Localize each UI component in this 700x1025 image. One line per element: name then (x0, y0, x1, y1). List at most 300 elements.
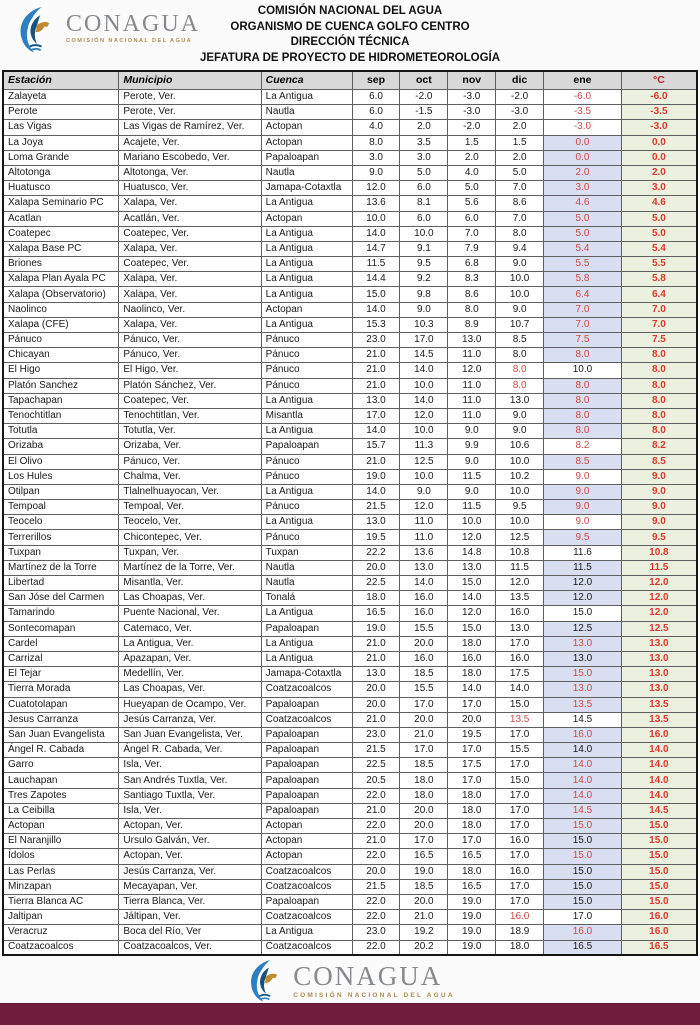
cell-nov: 19.0 (448, 925, 496, 940)
cell-municipio: Tenochtitlan, Ver. (119, 408, 261, 423)
cell-municipio: San Andrés Tuxtla, Ver. (119, 773, 261, 788)
cell-nov: 6.0 (448, 211, 496, 226)
cell-cuenca: La Antigua (261, 925, 352, 940)
cell-municipio: Mecayapan, Ver. (119, 879, 261, 894)
cell-ene: 7.5 (544, 333, 622, 348)
cell-ene: 0.0 (544, 150, 622, 165)
table-row (3, 393, 697, 408)
cell-municipio: Coatepec, Ver. (119, 257, 261, 272)
cell-nov: 18.0 (448, 667, 496, 682)
cell-dic: 13.5 (496, 591, 544, 606)
cell-ene: 8.5 (544, 454, 622, 469)
cell-nov: -3.0 (448, 105, 496, 120)
cell-dic: 15.0 (496, 697, 544, 712)
cell-oct: 9.5 (400, 257, 448, 272)
cell-cuenca: Papaloapan (261, 439, 352, 454)
cell-ene: -3.0 (544, 120, 622, 135)
conagua-water-icon (245, 959, 287, 1003)
cell-sep: 21.0 (352, 636, 400, 651)
cell-temp_c: 9.0 (621, 500, 697, 515)
cell-temp_c: 13.5 (621, 697, 697, 712)
cell-dic: 13.0 (496, 621, 544, 636)
cell-temp_c: 8.2 (621, 439, 697, 454)
cell-municipio: Ángel R. Cabada, Ver. (119, 743, 261, 758)
cell-nov: 13.0 (448, 560, 496, 575)
cell-dic: 9.0 (496, 424, 544, 439)
cell-ene: 5.0 (544, 226, 622, 241)
cell-dic: 18.9 (496, 925, 544, 940)
cell-nov: 8.3 (448, 272, 496, 287)
cell-municipio: Pánuco, Ver. (119, 454, 261, 469)
cell-ene: 12.5 (544, 621, 622, 636)
cell-ene: 11.5 (544, 560, 622, 575)
cell-ene: 13.0 (544, 636, 622, 651)
cell-dic: 10.8 (496, 545, 544, 560)
cell-estacion: San Jóse del Carmen (3, 591, 119, 606)
cell-estacion: Coatzacoalcos (3, 940, 119, 955)
cell-cuenca: La Antigua (261, 196, 352, 211)
cell-oct: 15.5 (400, 621, 448, 636)
cell-sep: 15.3 (352, 317, 400, 332)
cell-dic: 10.6 (496, 439, 544, 454)
cell-cuenca: La Antigua (261, 272, 352, 287)
cell-dic: 17.0 (496, 819, 544, 834)
cell-oct: 20.0 (400, 819, 448, 834)
cell-estacion: Teocelo (3, 515, 119, 530)
cell-oct: 20.0 (400, 894, 448, 909)
table-row (3, 348, 697, 363)
cell-temp_c: 15.0 (621, 864, 697, 879)
cell-cuenca: Coatzacoalcos (261, 879, 352, 894)
cell-estacion: Tapachapan (3, 393, 119, 408)
cell-temp_c: -6.0 (621, 90, 697, 105)
cell-temp_c: -3.0 (621, 120, 697, 135)
cell-sep: 14.0 (352, 424, 400, 439)
cell-oct: 12.5 (400, 454, 448, 469)
cell-ene: 8.0 (544, 408, 622, 423)
cell-nov: 4.0 (448, 165, 496, 180)
cell-dic: 17.0 (496, 758, 544, 773)
cell-municipio: Tuxpan, Ver. (119, 545, 261, 560)
cell-cuenca: Actopan (261, 819, 352, 834)
cell-temp_c: 8.0 (621, 348, 697, 363)
cell-oct: 3.5 (400, 135, 448, 150)
cell-sep: 22.2 (352, 545, 400, 560)
cell-sep: 8.0 (352, 135, 400, 150)
cell-municipio: Xalapa, Ver. (119, 272, 261, 287)
cell-temp_c: 0.0 (621, 135, 697, 150)
cell-nov: 17.0 (448, 834, 496, 849)
cell-dic: 17.0 (496, 636, 544, 651)
cell-sep: 11.5 (352, 257, 400, 272)
cell-cuenca: Nautla (261, 560, 352, 575)
cell-ene: 16.5 (544, 940, 622, 955)
cell-cuenca: Actopan (261, 135, 352, 150)
table-row (3, 484, 697, 499)
table-row (3, 682, 697, 697)
cell-municipio: Naolinco, Ver. (119, 302, 261, 317)
cell-dic: -2.0 (496, 90, 544, 105)
cell-cuenca: La Antigua (261, 484, 352, 499)
cell-cuenca: Pánuco (261, 469, 352, 484)
cell-dic: 17.0 (496, 894, 544, 909)
cell-municipio: Actopan, Ver. (119, 819, 261, 834)
cell-temp_c: 2.0 (621, 165, 697, 180)
cell-dic: 9.0 (496, 302, 544, 317)
cell-cuenca: Coatzacoalcos (261, 682, 352, 697)
cell-estacion: El Naranjillo (3, 834, 119, 849)
cell-ene: 14.0 (544, 788, 622, 803)
cell-cuenca: La Antigua (261, 393, 352, 408)
cell-municipio: Misantla, Ver. (119, 576, 261, 591)
cell-estacion: Naolinco (3, 302, 119, 317)
table-row (3, 120, 697, 135)
cell-nov: 1.5 (448, 135, 496, 150)
cell-dic: 10.7 (496, 317, 544, 332)
table-row (3, 819, 697, 834)
report-title-line-1: COMISIÓN NACIONAL DEL AGUA (257, 5, 443, 17)
footer (0, 956, 700, 1005)
cell-temp_c: 5.4 (621, 241, 697, 256)
cell-ene: 13.5 (544, 697, 622, 712)
cell-dic: 15.5 (496, 743, 544, 758)
cell-nov: 11.0 (448, 393, 496, 408)
cell-ene: 8.0 (544, 393, 622, 408)
cell-temp_c: 10.8 (621, 545, 697, 560)
cell-nov: 18.0 (448, 819, 496, 834)
cell-temp_c: 5.5 (621, 257, 697, 272)
cell-temp_c: 15.0 (621, 819, 697, 834)
cell-dic: 13.0 (496, 393, 544, 408)
cell-oct: 19.2 (400, 925, 448, 940)
cell-dic: 9.0 (496, 257, 544, 272)
cell-sep: 6.0 (352, 90, 400, 105)
cell-cuenca: La Antigua (261, 226, 352, 241)
cell-sep: 19.5 (352, 530, 400, 545)
cell-ene: 5.0 (544, 211, 622, 226)
table-row (3, 105, 697, 120)
cell-municipio: Ursulo Galván, Ver. (119, 834, 261, 849)
cell-ene: 7.0 (544, 317, 622, 332)
cell-sep: 23.0 (352, 727, 400, 742)
cell-nov: 9.0 (448, 424, 496, 439)
cell-municipio: Las Choapas, Ver. (119, 591, 261, 606)
table-row (3, 788, 697, 803)
cell-temp_c: 5.8 (621, 272, 697, 287)
report-title-line-4: JEFATURA DE PROYECTO DE HIDROMETEOROLOGÍA (199, 51, 501, 64)
cell-cuenca: La Antigua (261, 424, 352, 439)
cell-dic: 5.0 (496, 165, 544, 180)
cell-estacion: La Ceibilla (3, 803, 119, 818)
table-row (3, 439, 697, 454)
cell-ene: 13.0 (544, 651, 622, 666)
cell-nov: 14.8 (448, 545, 496, 560)
col-header-estacion: Estación (3, 71, 119, 90)
cell-sep: 9.0 (352, 165, 400, 180)
table-row (3, 257, 697, 272)
cell-municipio: Catemaco, Ver. (119, 621, 261, 636)
cell-dic: 10.0 (496, 272, 544, 287)
cell-estacion: Las Perlas (3, 864, 119, 879)
cell-temp_c: 8.0 (621, 363, 697, 378)
cell-sep: 14.0 (352, 302, 400, 317)
cell-sep: 22.5 (352, 758, 400, 773)
cell-sep: 21.5 (352, 879, 400, 894)
cell-municipio: Coatepec, Ver. (119, 226, 261, 241)
cell-temp_c: 12.0 (621, 591, 697, 606)
cell-dic: 17.0 (496, 803, 544, 818)
cell-estacion: Lauchapan (3, 773, 119, 788)
cell-cuenca: Nautla (261, 576, 352, 591)
cell-cuenca: Pánuco (261, 348, 352, 363)
cell-temp_c: 7.0 (621, 317, 697, 332)
cell-temp_c: 14.0 (621, 758, 697, 773)
table-row (3, 150, 697, 165)
cell-oct: -1.5 (400, 105, 448, 120)
cell-ene: 2.0 (544, 165, 622, 180)
cell-oct: 12.0 (400, 500, 448, 515)
cell-sep: 14.7 (352, 241, 400, 256)
cell-sep: 22.0 (352, 788, 400, 803)
cell-estacion: Coatepec (3, 226, 119, 241)
cell-temp_c: 16.0 (621, 727, 697, 742)
cell-oct: 18.5 (400, 758, 448, 773)
cell-municipio: Boca del Río, Ver (119, 925, 261, 940)
cell-sep: 17.0 (352, 408, 400, 423)
cell-oct: 20.0 (400, 636, 448, 651)
cell-estacion: El Olivo (3, 454, 119, 469)
cell-dic: 7.0 (496, 181, 544, 196)
cell-sep: 20.0 (352, 682, 400, 697)
cell-cuenca: Coatzacoalcos (261, 712, 352, 727)
cell-dic: 13.5 (496, 712, 544, 727)
cell-temp_c: -3.5 (621, 105, 697, 120)
cell-nov: 18.0 (448, 788, 496, 803)
cell-temp_c: 14.0 (621, 788, 697, 803)
cell-cuenca: Actopan (261, 211, 352, 226)
cell-municipio: Jáltipan, Ver. (119, 910, 261, 925)
cell-estacion: Martínez de la Torre (3, 560, 119, 575)
cell-nov: 8.6 (448, 287, 496, 302)
col-header-ene: ene (544, 71, 622, 90)
cell-estacion: Minzapan (3, 879, 119, 894)
cell-ene: 4.6 (544, 196, 622, 211)
cell-estacion: Tierra Morada (3, 682, 119, 697)
cell-oct: 9.0 (400, 302, 448, 317)
cell-oct: 21.0 (400, 727, 448, 742)
cell-ene: 14.5 (544, 712, 622, 727)
cell-estacion: Sontecomapan (3, 621, 119, 636)
cell-dic: 8.0 (496, 378, 544, 393)
cell-nov: -3.0 (448, 90, 496, 105)
cell-oct: 21.0 (400, 910, 448, 925)
table-row (3, 515, 697, 530)
cell-cuenca: Misantla (261, 408, 352, 423)
cell-estacion: Las Vigas (3, 120, 119, 135)
cell-sep: 21.0 (352, 803, 400, 818)
cell-ene: 17.0 (544, 910, 622, 925)
cell-municipio: Xalapa, Ver. (119, 241, 261, 256)
cell-ene: 9.0 (544, 469, 622, 484)
cell-cuenca: Coatzacoalcos (261, 910, 352, 925)
cell-municipio: Tlalnelhuayocan, Ver. (119, 484, 261, 499)
cell-municipio: Tempoal, Ver. (119, 500, 261, 515)
cell-temp_c: 5.0 (621, 226, 697, 241)
cell-municipio: Coatzacoalcos, Ver. (119, 940, 261, 955)
cell-temp_c: 16.0 (621, 910, 697, 925)
cell-cuenca: Tuxpan (261, 545, 352, 560)
cell-oct: 10.0 (400, 469, 448, 484)
conagua-water-icon (14, 6, 60, 54)
cell-estacion: Tuxpan (3, 545, 119, 560)
cell-cuenca: Papaloapan (261, 803, 352, 818)
cell-oct: 8.1 (400, 196, 448, 211)
cell-sep: 10.0 (352, 211, 400, 226)
conagua-logo-footer (245, 959, 454, 1003)
cell-oct: 17.0 (400, 834, 448, 849)
cell-oct: 16.0 (400, 591, 448, 606)
cell-nov: 9.0 (448, 484, 496, 499)
cell-nov: 13.0 (448, 333, 496, 348)
table-row (3, 408, 697, 423)
cell-estacion: Tamarindo (3, 606, 119, 621)
cell-cuenca: Tonalá (261, 591, 352, 606)
cell-ene: 9.0 (544, 515, 622, 530)
cell-municipio: Platón Sánchez, Ver. (119, 378, 261, 393)
cell-nov: 12.0 (448, 530, 496, 545)
cell-temp_c: 8.0 (621, 408, 697, 423)
cell-estacion: Libertad (3, 576, 119, 591)
cell-municipio: Jesús Carranza, Ver. (119, 864, 261, 879)
cell-estacion: El Tejar (3, 667, 119, 682)
cell-municipio: Santiago Tuxtla, Ver. (119, 788, 261, 803)
table-row (3, 469, 697, 484)
cell-estacion: Totutla (3, 424, 119, 439)
cell-estacion: Perote (3, 105, 119, 120)
cell-dic: 16.0 (496, 864, 544, 879)
table-row (3, 712, 697, 727)
cell-oct: 11.3 (400, 439, 448, 454)
cell-nov: 14.0 (448, 682, 496, 697)
cell-municipio: Hueyapan de Ocampo, Ver. (119, 697, 261, 712)
cell-municipio: Martínez de la Torre, Ver. (119, 560, 261, 575)
cell-municipio: Mariano Escobedo, Ver. (119, 150, 261, 165)
cell-nov: 17.0 (448, 773, 496, 788)
cell-dic: 17.5 (496, 667, 544, 682)
cell-temp_c: 13.5 (621, 712, 697, 727)
table-row (3, 894, 697, 909)
cell-dic: 12.0 (496, 576, 544, 591)
cell-dic: 17.0 (496, 727, 544, 742)
cell-estacion: Carrizal (3, 651, 119, 666)
table-body (3, 90, 697, 956)
cell-ene: -3.5 (544, 105, 622, 120)
cell-estacion: San Juan Evangelista (3, 727, 119, 742)
cell-estacion: Tenochtitlan (3, 408, 119, 423)
cell-ene: 16.0 (544, 925, 622, 940)
cell-nov: 16.5 (448, 849, 496, 864)
cell-oct: 17.0 (400, 743, 448, 758)
cell-nov: 11.0 (448, 348, 496, 363)
cell-estacion: Chicayan (3, 348, 119, 363)
cell-nov: 14.0 (448, 591, 496, 606)
cell-sep: 18.0 (352, 591, 400, 606)
cell-ene: 15.0 (544, 864, 622, 879)
cell-temp_c: 9.0 (621, 484, 697, 499)
cell-municipio: Altotonga, Ver. (119, 165, 261, 180)
cell-dic: 16.0 (496, 651, 544, 666)
cell-municipio: Coatepec, Ver. (119, 393, 261, 408)
cell-oct: 20.2 (400, 940, 448, 955)
cell-cuenca: La Antigua (261, 317, 352, 332)
cell-ene: 5.4 (544, 241, 622, 256)
cell-temp_c: 6.4 (621, 287, 697, 302)
cell-municipio: Apazapan, Ver. (119, 651, 261, 666)
cell-dic: 8.0 (496, 348, 544, 363)
cell-cuenca: La Antigua (261, 90, 352, 105)
cell-nov: 9.0 (448, 454, 496, 469)
cell-sep: 15.7 (352, 439, 400, 454)
cell-sep: 15.0 (352, 287, 400, 302)
cell-oct: -2.0 (400, 90, 448, 105)
cell-sep: 21.0 (352, 348, 400, 363)
cell-dic: 17.0 (496, 879, 544, 894)
table-row (3, 90, 697, 105)
cell-cuenca: La Antigua (261, 515, 352, 530)
cell-municipio: Isla, Ver. (119, 758, 261, 773)
table-row (3, 879, 697, 894)
table-row (3, 621, 697, 636)
cell-municipio: San Juan Evangelista, Ver. (119, 727, 261, 742)
cell-nov: 7.0 (448, 226, 496, 241)
table-row (3, 606, 697, 621)
cell-sep: 13.6 (352, 196, 400, 211)
cell-temp_c: 14.0 (621, 773, 697, 788)
cell-municipio: Las Choapas, Ver. (119, 682, 261, 697)
cell-temp_c: 3.0 (621, 181, 697, 196)
cell-temp_c: 11.5 (621, 560, 697, 575)
cell-dic: 14.0 (496, 682, 544, 697)
cell-estacion: Xalapa Seminario PC (3, 196, 119, 211)
cell-nov: 5.0 (448, 181, 496, 196)
cell-cuenca: Nautla (261, 165, 352, 180)
cell-nov: 5.6 (448, 196, 496, 211)
table-row (3, 226, 697, 241)
cell-ene: 12.0 (544, 576, 622, 591)
cell-municipio: Xalapa, Ver. (119, 196, 261, 211)
cell-nov: 8.0 (448, 302, 496, 317)
cell-municipio: Chicontepec, Ver. (119, 530, 261, 545)
cell-estacion: Platón Sanchez (3, 378, 119, 393)
cell-cuenca: Pánuco (261, 500, 352, 515)
cell-oct: 6.0 (400, 181, 448, 196)
cell-temp_c: 12.5 (621, 621, 697, 636)
cell-nov: 11.0 (448, 408, 496, 423)
cell-nov: 19.0 (448, 940, 496, 955)
cell-oct: 11.0 (400, 515, 448, 530)
letterhead (0, 0, 700, 70)
cell-sep: 13.0 (352, 667, 400, 682)
table-row (3, 773, 697, 788)
cell-temp_c: 12.0 (621, 606, 697, 621)
table-row (3, 743, 697, 758)
bottom-bar (0, 1003, 700, 1025)
table-row (3, 910, 697, 925)
table-row (3, 925, 697, 940)
cell-oct: 3.0 (400, 150, 448, 165)
cell-estacion: Acatlan (3, 211, 119, 226)
cell-cuenca: La Antigua (261, 606, 352, 621)
